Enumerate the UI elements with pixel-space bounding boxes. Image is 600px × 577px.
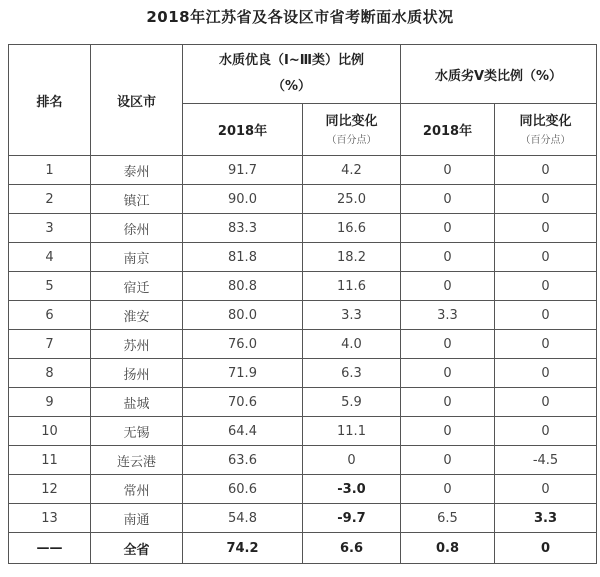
cell-city: 无锡 [91, 417, 183, 446]
cell-bad: 0 [401, 417, 495, 446]
table-row [9, 272, 597, 301]
cell-good-change: 5.9 [303, 388, 401, 417]
cell-bad: 0 [401, 185, 495, 214]
cell-bad-change: 0 [495, 185, 597, 214]
header-bad-change-label: 同比变化 [519, 113, 572, 129]
table-body [9, 156, 597, 564]
cell-rank: 7 [9, 330, 91, 359]
cell-bad: 0 [401, 272, 495, 301]
header-good-change-unit: （百分点） [326, 134, 377, 146]
cell-rank: 6 [9, 301, 91, 330]
cell-city: 南京 [91, 243, 183, 272]
cell-rank: 2 [9, 185, 91, 214]
cell-good-change: 6.3 [303, 359, 401, 388]
cell-bad: 0 [401, 214, 495, 243]
cell-good-change: 4.2 [303, 156, 401, 185]
cell-bad: 0 [401, 475, 495, 504]
table-title: 2018年江苏省及各设区市省考断面水质状况 [146, 8, 454, 26]
cell-rank: 9 [9, 388, 91, 417]
table-row [9, 156, 597, 185]
cell-city: 盐城 [91, 388, 183, 417]
cell-good-change: 3.3 [303, 301, 401, 330]
table-row [9, 185, 597, 214]
cell-good-change: 4.0 [303, 330, 401, 359]
cell-good-change: -9.7 [303, 504, 401, 533]
cell-bad: 6.5 [401, 504, 495, 533]
cell-bad-change: 0 [495, 156, 597, 185]
total-good: 74.2 [183, 533, 303, 564]
cell-good: 70.6 [183, 388, 303, 417]
table-row [9, 504, 597, 533]
total-rank: —— [9, 533, 91, 564]
cell-rank: 12 [9, 475, 91, 504]
cell-good: 83.3 [183, 214, 303, 243]
cell-city: 苏州 [91, 330, 183, 359]
table-row [9, 446, 597, 475]
total-row [9, 533, 597, 564]
cell-good-change: 11.1 [303, 417, 401, 446]
cell-city: 淮安 [91, 301, 183, 330]
table-row [9, 359, 597, 388]
header-good-ratio-label: 水质优良（Ⅰ~Ⅲ类）比例（%） [218, 52, 365, 94]
cell-good: 80.0 [183, 301, 303, 330]
header-bad-ratio: 水质劣Ⅴ类比例（%） [401, 45, 597, 104]
cell-good-change: 16.6 [303, 214, 401, 243]
cell-good: 64.4 [183, 417, 303, 446]
table-row [9, 301, 597, 330]
table-row [9, 417, 597, 446]
total-city: 全省 [91, 533, 183, 564]
cell-bad-change: 0 [495, 330, 597, 359]
water-quality-table [8, 44, 597, 564]
cell-good: 63.6 [183, 446, 303, 475]
cell-bad-change: 0 [495, 388, 597, 417]
cell-city: 南通 [91, 504, 183, 533]
cell-city: 镇江 [91, 185, 183, 214]
cell-rank: 11 [9, 446, 91, 475]
header-good-ratio [183, 45, 401, 104]
total-bad: 0.8 [401, 533, 495, 564]
cell-rank: 13 [9, 504, 91, 533]
header-rank: 排名 [9, 45, 91, 156]
cell-city: 宿迁 [91, 272, 183, 301]
cell-city: 泰州 [91, 156, 183, 185]
cell-bad: 0 [401, 243, 495, 272]
header-bad-year: 2018年 [401, 104, 495, 156]
header-bad-change-unit: （百分点） [520, 134, 571, 146]
table-row [9, 214, 597, 243]
cell-bad-change: 0 [495, 301, 597, 330]
cell-good-change: 11.6 [303, 272, 401, 301]
cell-good: 91.7 [183, 156, 303, 185]
table-row [9, 388, 597, 417]
cell-bad: 0 [401, 156, 495, 185]
cell-good: 80.8 [183, 272, 303, 301]
cell-bad-change: -4.5 [495, 446, 597, 475]
cell-bad-change: 3.3 [495, 504, 597, 533]
cell-rank: 4 [9, 243, 91, 272]
cell-city: 扬州 [91, 359, 183, 388]
header-good-change-label: 同比变化 [325, 113, 378, 129]
cell-city: 徐州 [91, 214, 183, 243]
cell-good-change: -3.0 [303, 475, 401, 504]
cell-good-change: 18.2 [303, 243, 401, 272]
cell-bad-change: 0 [495, 359, 597, 388]
cell-bad-change: 0 [495, 417, 597, 446]
cell-bad: 0 [401, 330, 495, 359]
cell-good: 71.9 [183, 359, 303, 388]
cell-bad-change: 0 [495, 475, 597, 504]
total-bad-change: 0 [495, 533, 597, 564]
cell-good-change: 25.0 [303, 185, 401, 214]
cell-rank: 10 [9, 417, 91, 446]
cell-bad-change: 0 [495, 272, 597, 301]
cell-city: 常州 [91, 475, 183, 504]
cell-good-change: 0 [303, 446, 401, 475]
cell-good: 81.8 [183, 243, 303, 272]
header-bad-change [495, 104, 597, 156]
cell-rank: 5 [9, 272, 91, 301]
total-good-change: 6.6 [303, 533, 401, 564]
table-row [9, 475, 597, 504]
cell-city: 连云港 [91, 446, 183, 475]
cell-rank: 8 [9, 359, 91, 388]
cell-good: 54.8 [183, 504, 303, 533]
cell-bad-change: 0 [495, 214, 597, 243]
header-good-year: 2018年 [183, 104, 303, 156]
cell-bad: 0 [401, 359, 495, 388]
header-city: 设区市 [91, 45, 183, 156]
cell-good: 90.0 [183, 185, 303, 214]
cell-bad: 0 [401, 388, 495, 417]
table-row [9, 330, 597, 359]
table-row [9, 243, 597, 272]
header-good-change [303, 104, 401, 156]
cell-bad: 3.3 [401, 301, 495, 330]
cell-bad: 0 [401, 446, 495, 475]
cell-good: 60.6 [183, 475, 303, 504]
cell-rank: 1 [9, 156, 91, 185]
cell-bad-change: 0 [495, 243, 597, 272]
cell-rank: 3 [9, 214, 91, 243]
cell-good: 76.0 [183, 330, 303, 359]
